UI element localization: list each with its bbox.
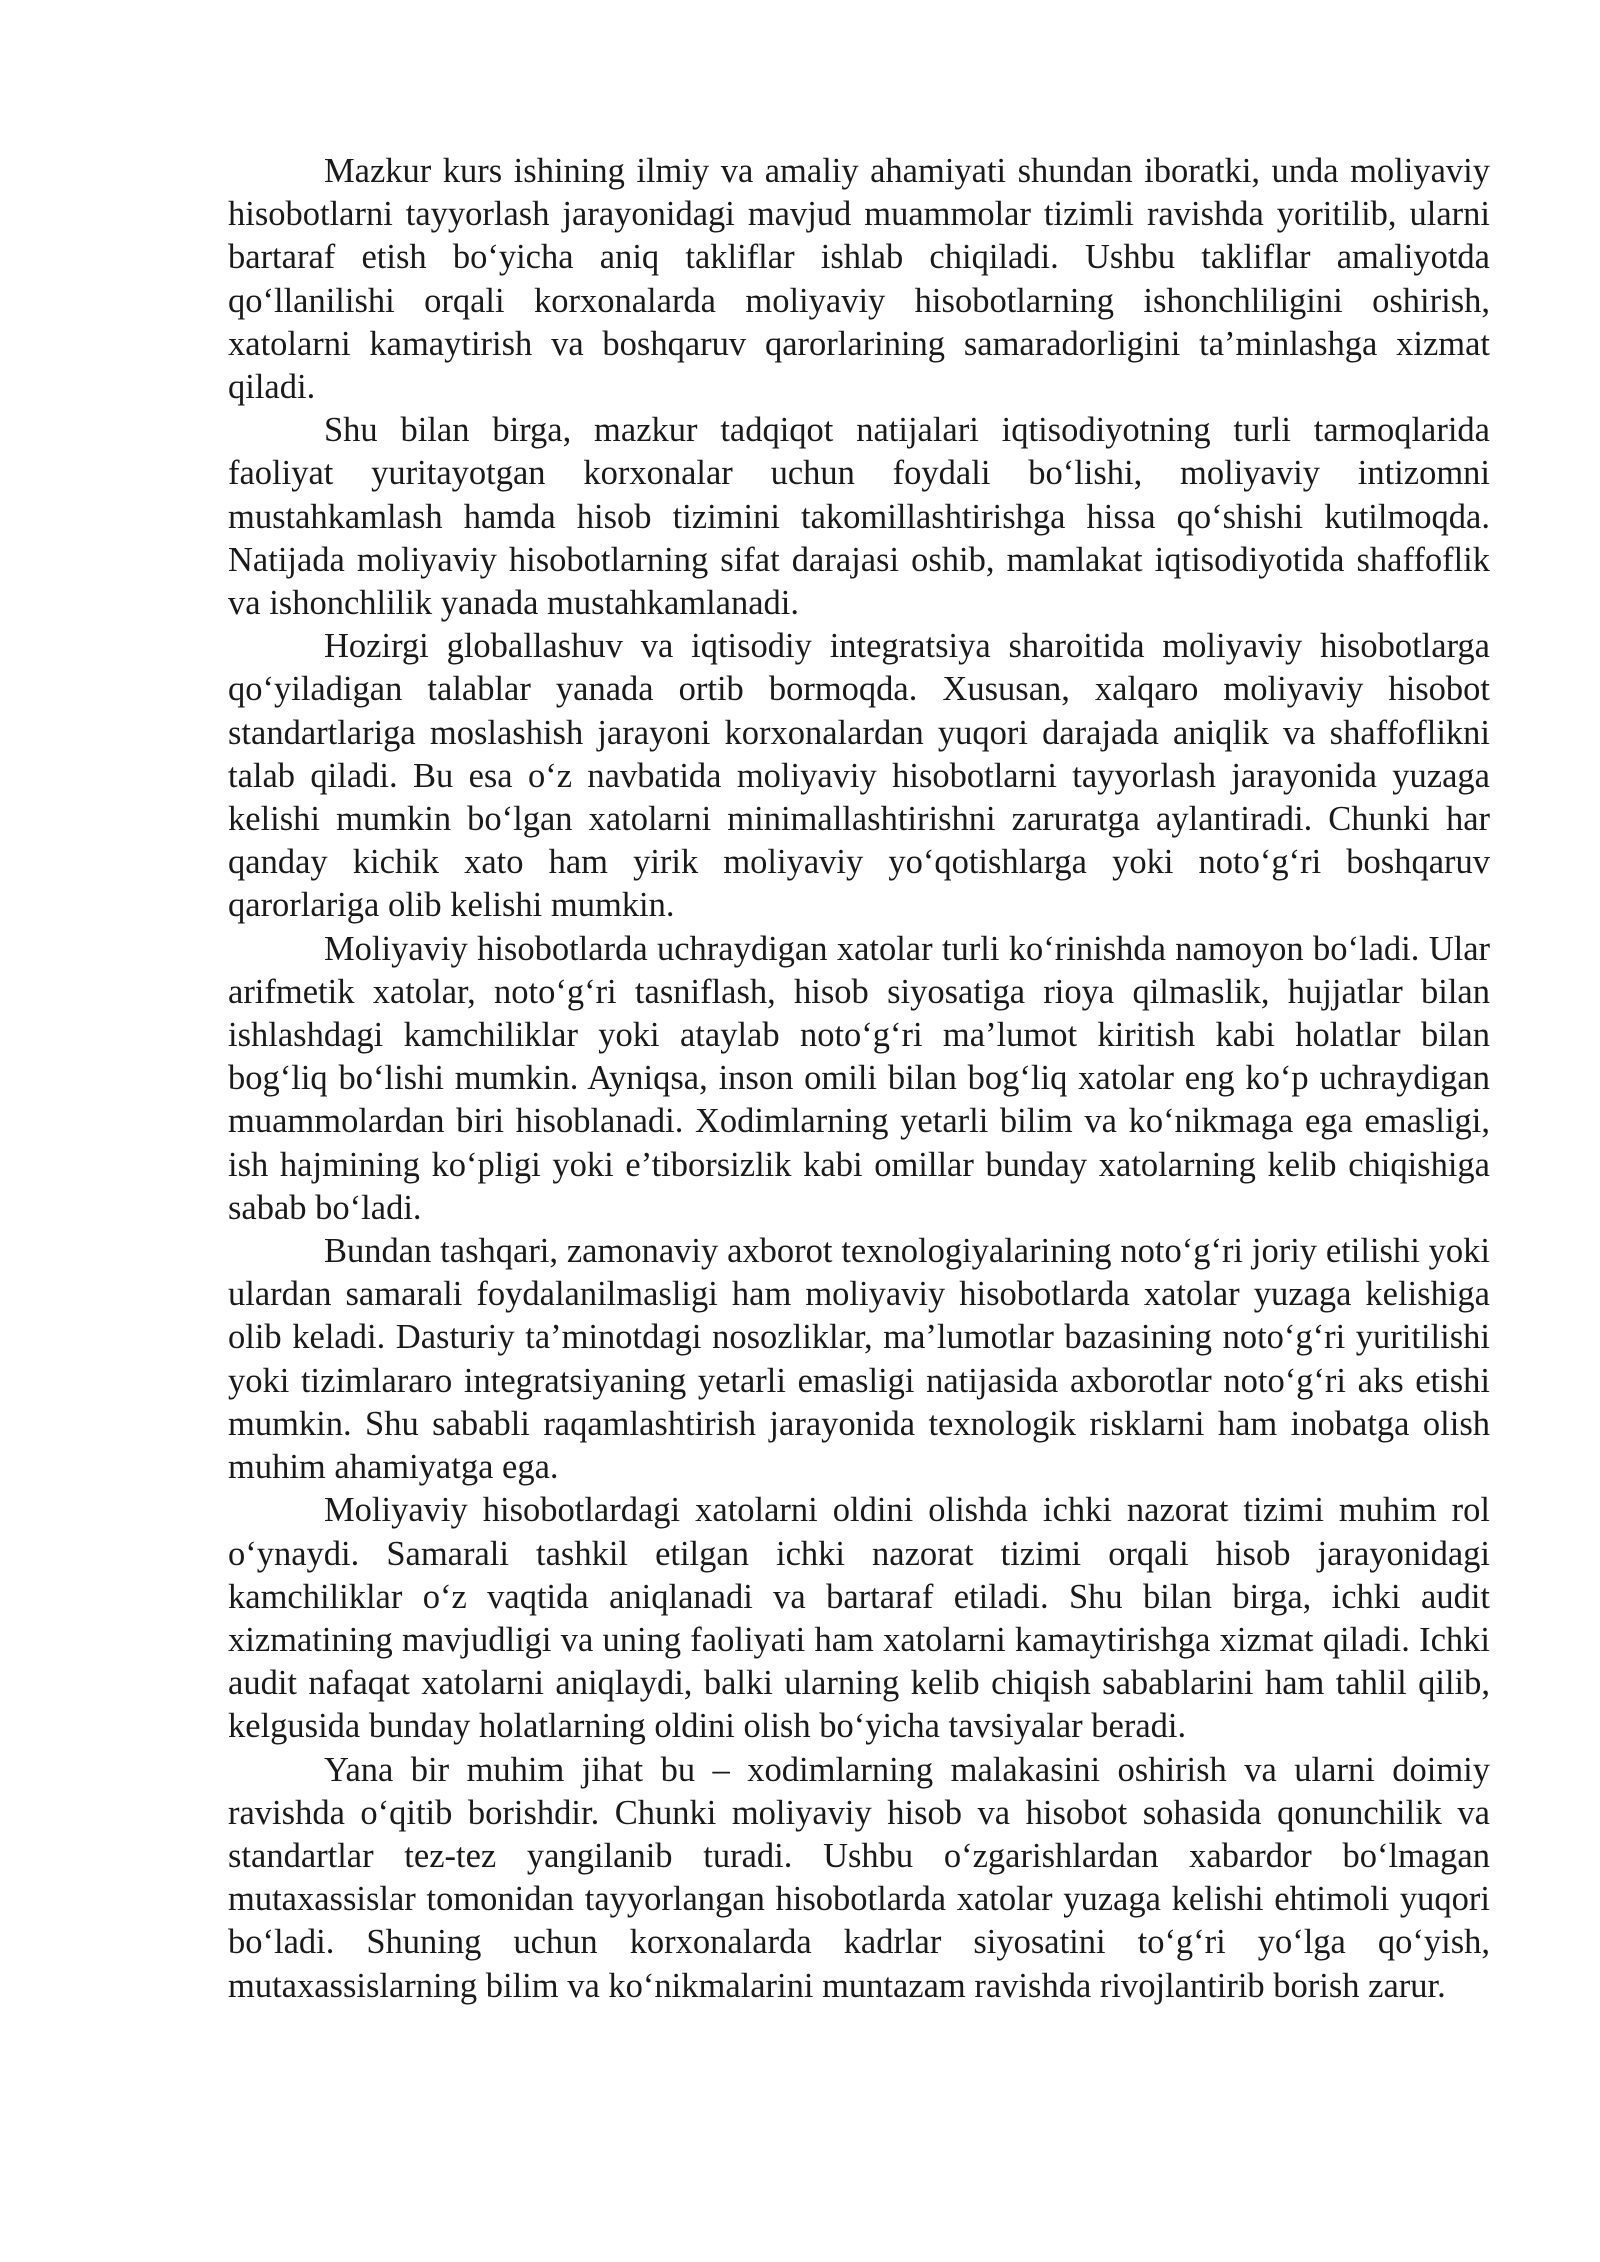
paragraph-5: Bundan tashqari, zamonaviy axborot texnologiyalarining noto‘g‘ri joriy etilishi yoki ulardan samarali foydalanilmasligi ham moliyaviy hisobotlarda xatolar yuzaga kelishiga olib keladi. Dasturiy ta’minotdagi nosozliklar, ma’lumotlar bazasining noto‘g‘ri yuritilishi yoki tizimlararo integratsiyaning yetarli emasligi natijasida axborotlar noto‘g‘ri aks etishi mumkin. Shu sababli raqamlashtirish jarayonida texnologik risklarni ham inobatga olish muhim ahamiyatga ega. (228, 1232, 1490, 1487)
paragraph-1: Mazkur kurs ishining ilmiy va amaliy ahamiyati shundan iboratki, unda moliyaviy hisobotlarni tayyorlash jarayonidagi mavjud muammolar tizimli ravishda yoritilib, ularni bartaraf etish bo‘yicha aniq takliflar ishlab chiqiladi. Ushbu takliflar amaliyotda qo‘llanilishi orqali korxonalarda moliyaviy hisobotlarning ishonchliligini oshirish, xatolarni kamaytirish va boshqaruv qarorlarining samaradorligini ta’minlashga xizmat qiladi. (228, 152, 1490, 407)
paragraph-7: Yana bir muhim jihat bu – xodimlarning malakasini oshirish va ularni doimiy ravishda o‘qitib borishdir. Chunki moliyaviy hisob va hisobot sohasida qonunchilik va standartlar tez-tez yangilanib turadi. Ushbu o‘zgarishlardan xabardor bo‘lmagan mutaxassislar tomonidan tayyorlangan hisobotlarda xatolar yuzaga kelishi ehtimoli yuqori bo‘ladi. Shuning uchun korxonalarda kadrlar siyosatini to‘g‘ri yo‘lga qo‘yish, mutaxassislarning bilim va ko‘nikmalarini muntazam ravishda rivojlantirib borish zarur. (228, 1750, 1490, 2005)
body-text (228, 150, 1490, 2008)
paragraph-4: Moliyaviy hisobotlarda uchraydigan xatolar turli ko‘rinishda namoyon bo‘ladi. Ular arifmetik xatolar, noto‘g‘ri tasniflash, hisob siyosatiga rioya qilmaslik, hujjatlar bilan ishlashdagi kamchiliklar yoki ataylab noto‘g‘ri ma’lumot kiritish kabi holatlar bilan bog‘liq bo‘lishi mumkin. Ayniqsa, inson omili bilan bog‘liq xatolar eng ko‘p uchraydigan muammolardan biri hisoblanadi. Xodimlarning yetarli bilim va ko‘nikmaga ega emasligi, ish hajmining ko‘pligi yoki e’tiborsizlik kabi omillar bunday xatolarning kelib chiqishiga sabab bo‘ladi. (228, 929, 1490, 1227)
paragraph-3: Hozirgi globallashuv va iqtisodiy integratsiya sharoitida moliyaviy hisobotlarga qo‘yiladigan talablar yanada ortib bormoqda. Xususan, xalqaro moliyaviy hisobot standartlariga moslashish jarayoni korxonalardan yuqori darajada aniqlik va shaffoflikni talab qiladi. Bu esa o‘z navbatida moliyaviy hisobotlarni tayyorlash jarayonida yuzaga kelishi mumkin bo‘lgan xatolarni minimallashtirishni zaruratga aylantiradi. Chunki har qanday kichik xato ham yirik moliyaviy yo‘qotishlarga yoki noto‘g‘ri boshqaruv qarorlariga olib kelishi mumkin. (228, 627, 1490, 925)
paragraph-2: Shu bilan birga, mazkur tadqiqot natijalari iqtisodiyotning turli tarmoqlarida faoliyat yuritayotgan korxonalar uchun foydali bo‘lishi, moliyaviy intizomni mustahkamlash hamda hisob tizimini takomillashtirishga hissa qo‘shishi kutilmoqda. Natijada moliyaviy hisobotlarning sifat darajasi oshib, mamlakat iqtisodiyotida shaffoflik va ishonchlilik yanada mustahkamlanadi. (228, 411, 1490, 623)
paragraph-6: Moliyaviy hisobotlardagi xatolarni oldini olishda ichki nazorat tizimi muhim rol o‘ynaydi. Samarali tashkil etilgan ichki nazorat tizimi orqali hisob jarayonidagi kamchiliklar o‘z vaqtida aniqlanadi va bartaraf etiladi. Shu bilan birga, ichki audit xizmatining mavjudligi va uning faoliyati ham xatolarni kamaytirishga xizmat qiladi. Ichki audit nafaqat xatolarni aniqlaydi, balki ularning kelib chiqish sabablarini ham tahlil qilib, kelgusida bunday holatlarning oldini olish bo‘yicha tavsiyalar beradi. (228, 1491, 1490, 1746)
